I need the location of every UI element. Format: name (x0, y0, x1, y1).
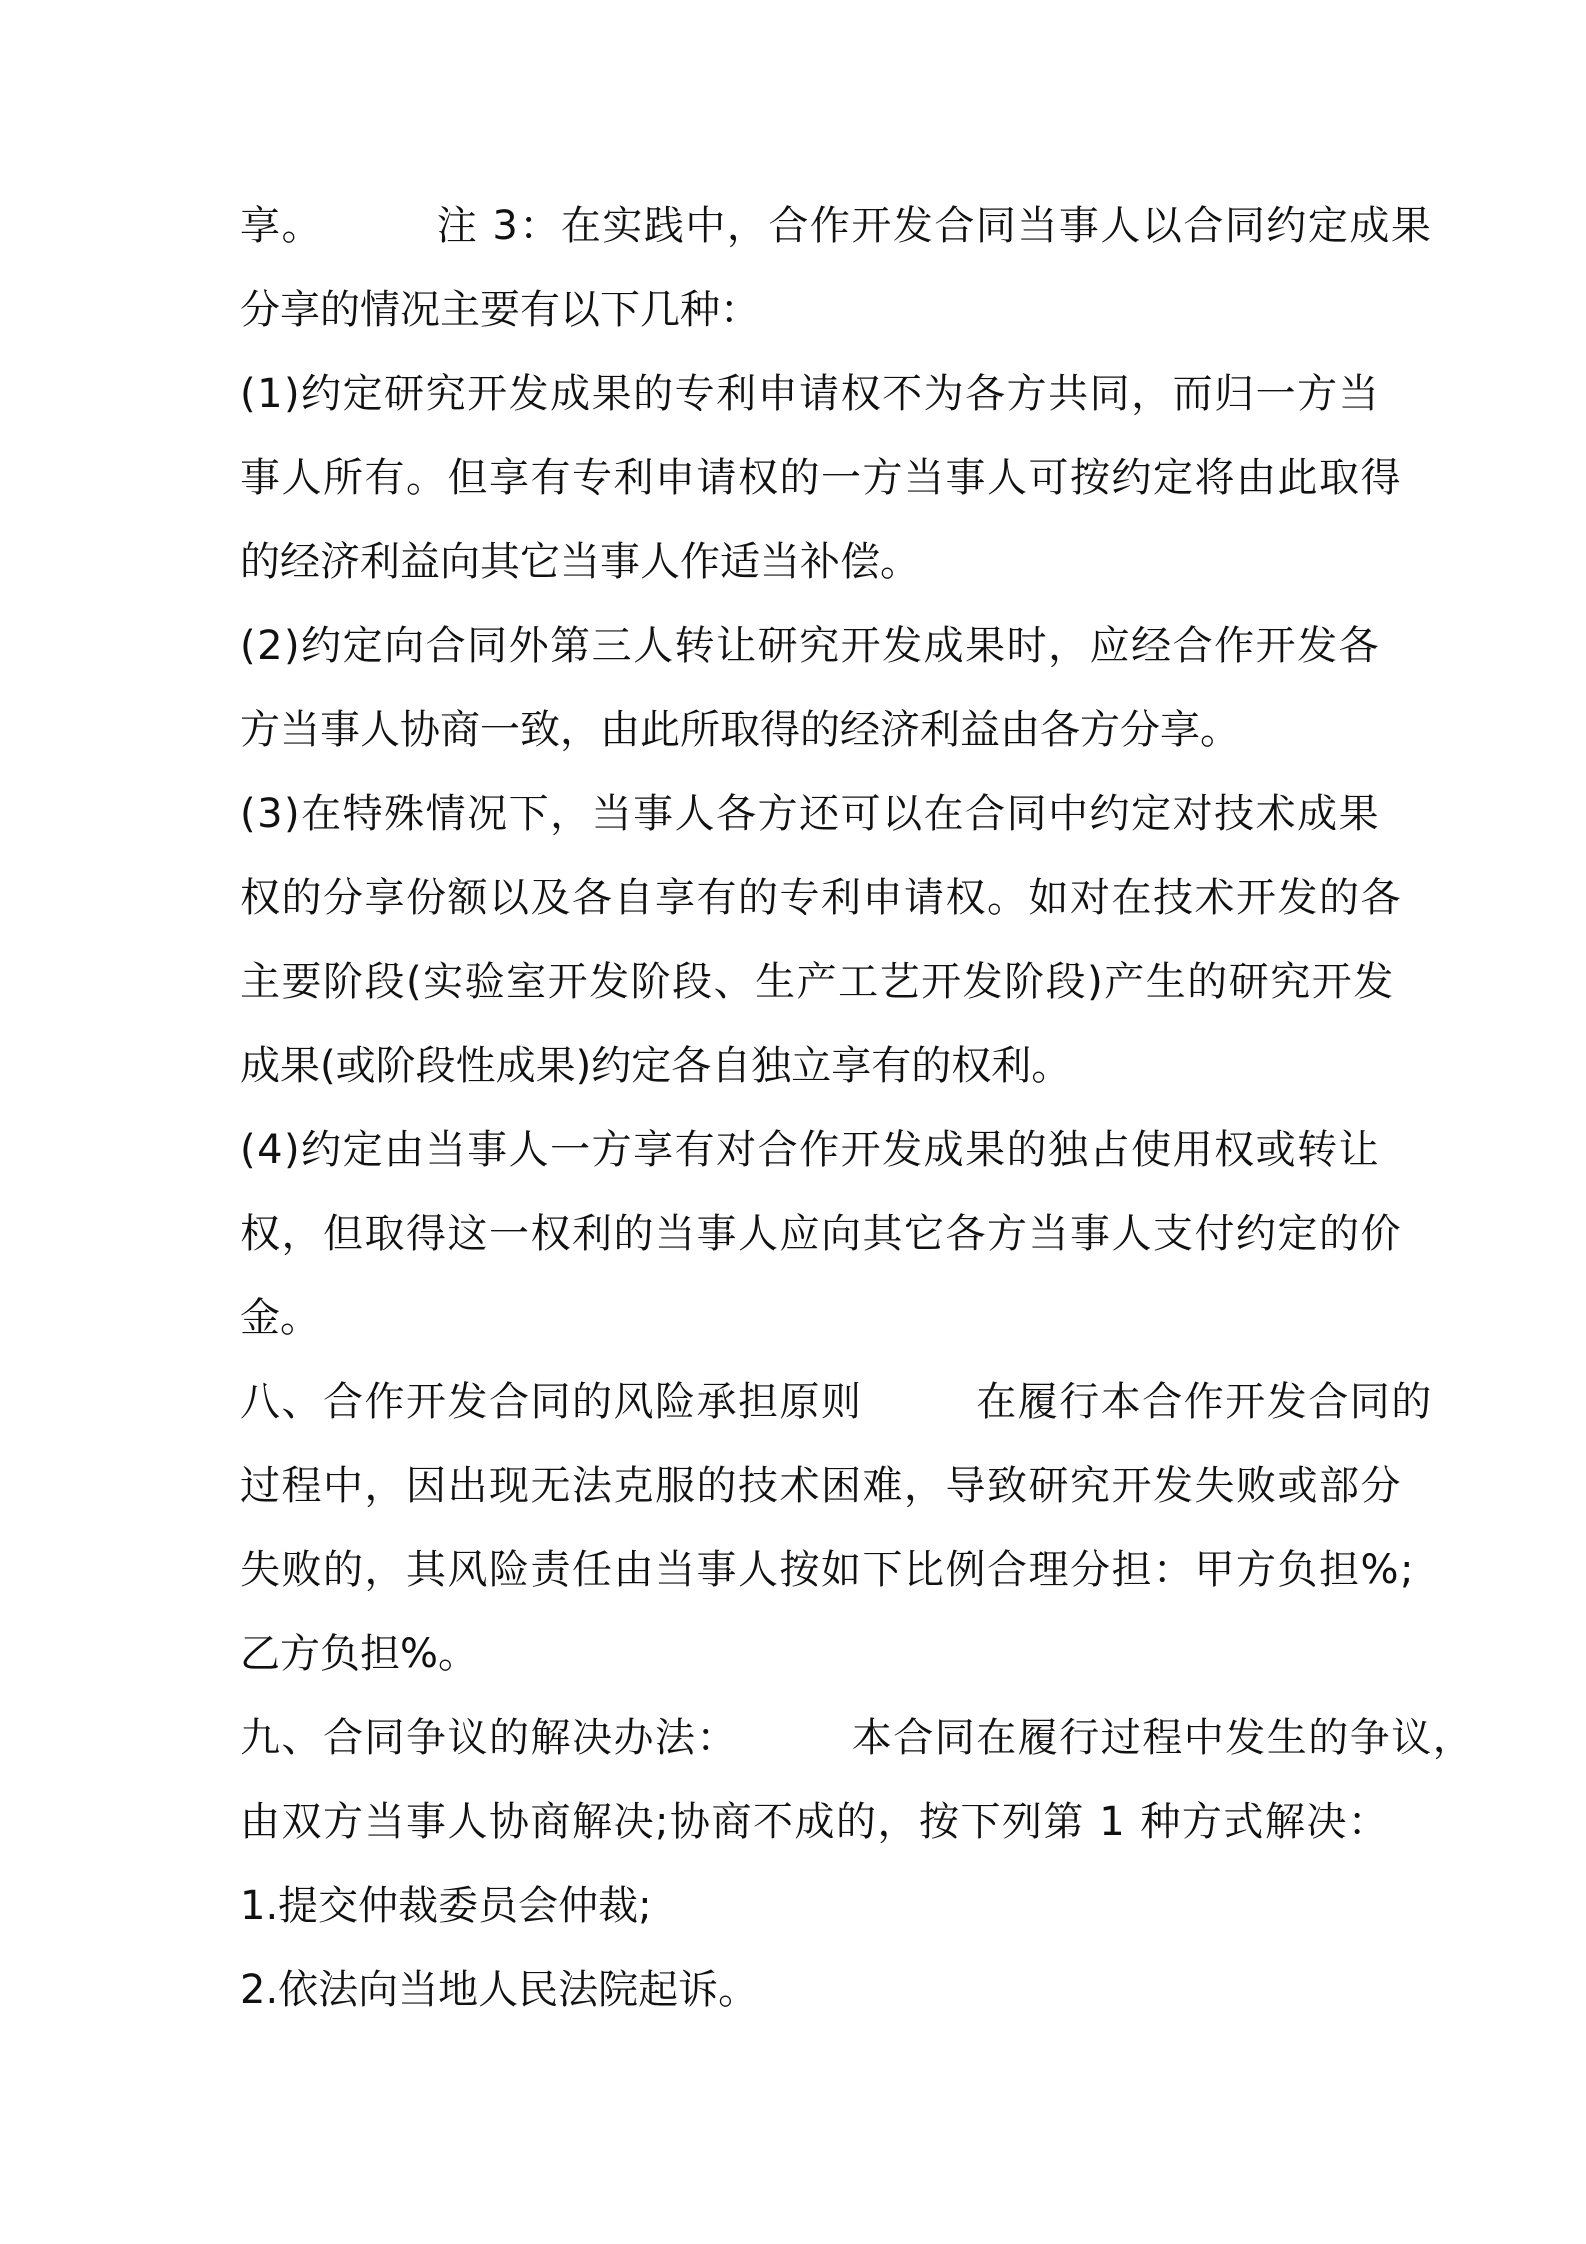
text-line: 分享的情况主要有以下几种： (240, 287, 760, 333)
text-line: (4)约定由当事人一方享有对合作开发成果的独占使用权或转让 (240, 1127, 1381, 1173)
text-line: 方当事人协商一致，由此所取得的经济利益由各方分享。 (240, 707, 1240, 753)
text-line: 事人所有。但享有专利申请权的一方当事人可按约定将由此取得 (240, 455, 1402, 501)
text-line: 享。 注 3：在实践中，合作开发合同当事人以合同约定成果 (240, 203, 1433, 249)
text-line: 主要阶段(实验室开发阶段、生产工艺开发阶段)产生的研究开发 (240, 959, 1395, 1005)
text-line: 权的分享份额以及各自享有的专利申请权。如对在技术开发的各 (240, 875, 1402, 921)
text-line: 乙方负担%。 (240, 1631, 479, 1677)
text-line: (3)在特殊情况下，当事人各方还可以在合同中约定对技术成果 (240, 791, 1381, 837)
text-line: (1)约定研究开发成果的专利申请权不为各方共同，而归一方当 (240, 371, 1381, 417)
text-line: 的经济利益向其它当事人作适当补偿。 (240, 539, 920, 585)
section-heading-line: 九、合同争议的解决办法： 本合同在履行过程中发生的争议， (240, 1715, 1475, 1761)
list-item: 2.依法向当地人民法院起诉。 (240, 1967, 759, 2013)
text-line: 过程中，因出现无法克服的技术困难，导致研究开发失败或部分 (240, 1463, 1402, 1509)
text-line: 失败的，其风险责任由当事人按如下比例合理分担：甲方负担%; (240, 1547, 1415, 1593)
list-item: 1.提交仲裁委员会仲裁; (240, 1883, 652, 1929)
section-heading-line: 八、合作开发合同的风险承担原则 在履行本合作开发合同的 (240, 1379, 1433, 1425)
text-line: (2)约定向合同外第三人转让研究开发成果时，应经合作开发各 (240, 623, 1381, 669)
text-line: 由双方当事人协商解决;协商不成的，按下列第 1 种方式解决： (240, 1799, 1390, 1845)
text-line: 金。 (240, 1295, 320, 1341)
text-line: 权，但取得这一权利的当事人应向其它各方当事人支付约定的价 (240, 1211, 1402, 1257)
text-line: 成果(或阶段性成果)约定各自独立享有的权利。 (240, 1043, 1072, 1089)
